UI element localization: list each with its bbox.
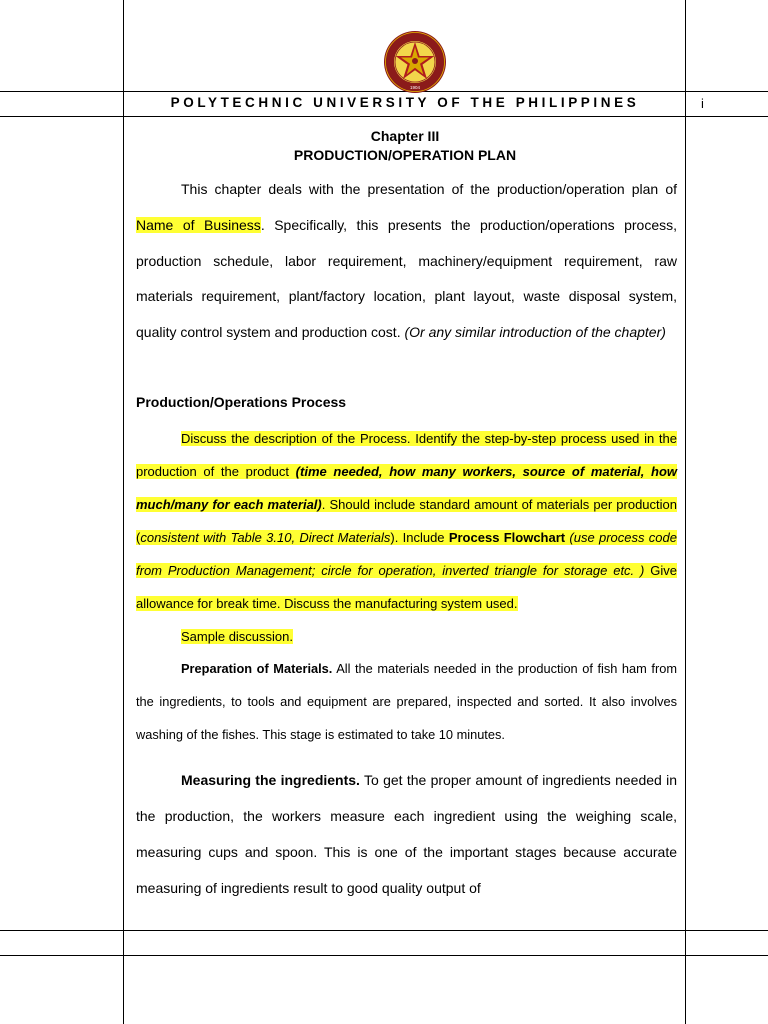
footer-bottom-rule	[0, 955, 768, 956]
seal-year: 1904	[409, 85, 421, 90]
page-number: i	[701, 96, 704, 111]
left-margin-line	[123, 0, 124, 1024]
instructions-paragraph	[136, 422, 677, 653]
instruction-bold-italic: (time needed, how many workers, source of material, how much/many for each material)	[136, 464, 678, 512]
instruction-text-1: Discuss the description of the Process. Identify the step-by-step process used in the production of the product	[136, 431, 677, 479]
instruction-italic-table-ref: consistent with Table 3.10, Direct Materials	[140, 530, 391, 545]
intro-italic-note: (Or any similar introduction of the chapter)	[404, 324, 666, 341]
chapter-title: PRODUCTION/OPERATION PLAN	[293, 147, 517, 163]
right-margin-line	[685, 0, 686, 1024]
instruction-italic-process-code: (use process code from Production Management; circle for operation, inverted triangle for storage etc. )	[136, 530, 677, 578]
instruction-text-2: . Should include standard amount of materials per production (	[136, 497, 677, 545]
section-heading: Production/Operations Process	[136, 394, 347, 410]
sample-discussion-label: Sample discussion.	[181, 629, 293, 644]
university-seal-icon	[383, 30, 447, 94]
header-bottom-rule	[0, 116, 768, 117]
step-1-text: All the materials needed in the production of fish ham from the ingredients, to tools and equipment are prepared, inspected and sorted. It also involves washing of the fishes. This stage is estimated to take 10 minutes.	[136, 661, 677, 742]
instruction-text-3: ). Include	[390, 530, 449, 545]
step-2-title: Measuring the ingredients.	[181, 772, 360, 788]
university-name: POLYTECHNIC UNIVERSITY OF THE PHILIPPINES	[170, 95, 640, 110]
chapter-number: Chapter III	[370, 128, 440, 144]
business-name-placeholder: Name of Business	[136, 216, 261, 233]
step-preparation-paragraph	[136, 652, 677, 751]
footer-top-rule	[0, 930, 768, 931]
step-1-title: Preparation of Materials.	[181, 661, 333, 676]
instruction-bold-flowchart: Process Flowchart	[448, 530, 566, 545]
intro-paragraph	[136, 172, 677, 351]
instruction-text-4: Give allowance for break time. Discuss the manufacturing system used.	[136, 563, 678, 611]
step-2-text: To get the proper amount of ingredients needed in the production, the workers measure each ingredient using the weighing scale, measuring cups and spoon. This is one of the important stages because accurate measuring of ingredients result to good quality output of	[136, 772, 677, 896]
intro-text-1: This chapter deals with the presentation of the production/operation plan of	[181, 181, 677, 197]
intro-text-2: . Specifically, this presents the production/operations process, production schedule, labor requirement, machinery/equipment requirement, raw materials requirement, plant/factory location, plant layout, waste disposal system, quality control system and production cost.	[136, 216, 678, 341]
step-measuring-paragraph	[136, 762, 677, 906]
